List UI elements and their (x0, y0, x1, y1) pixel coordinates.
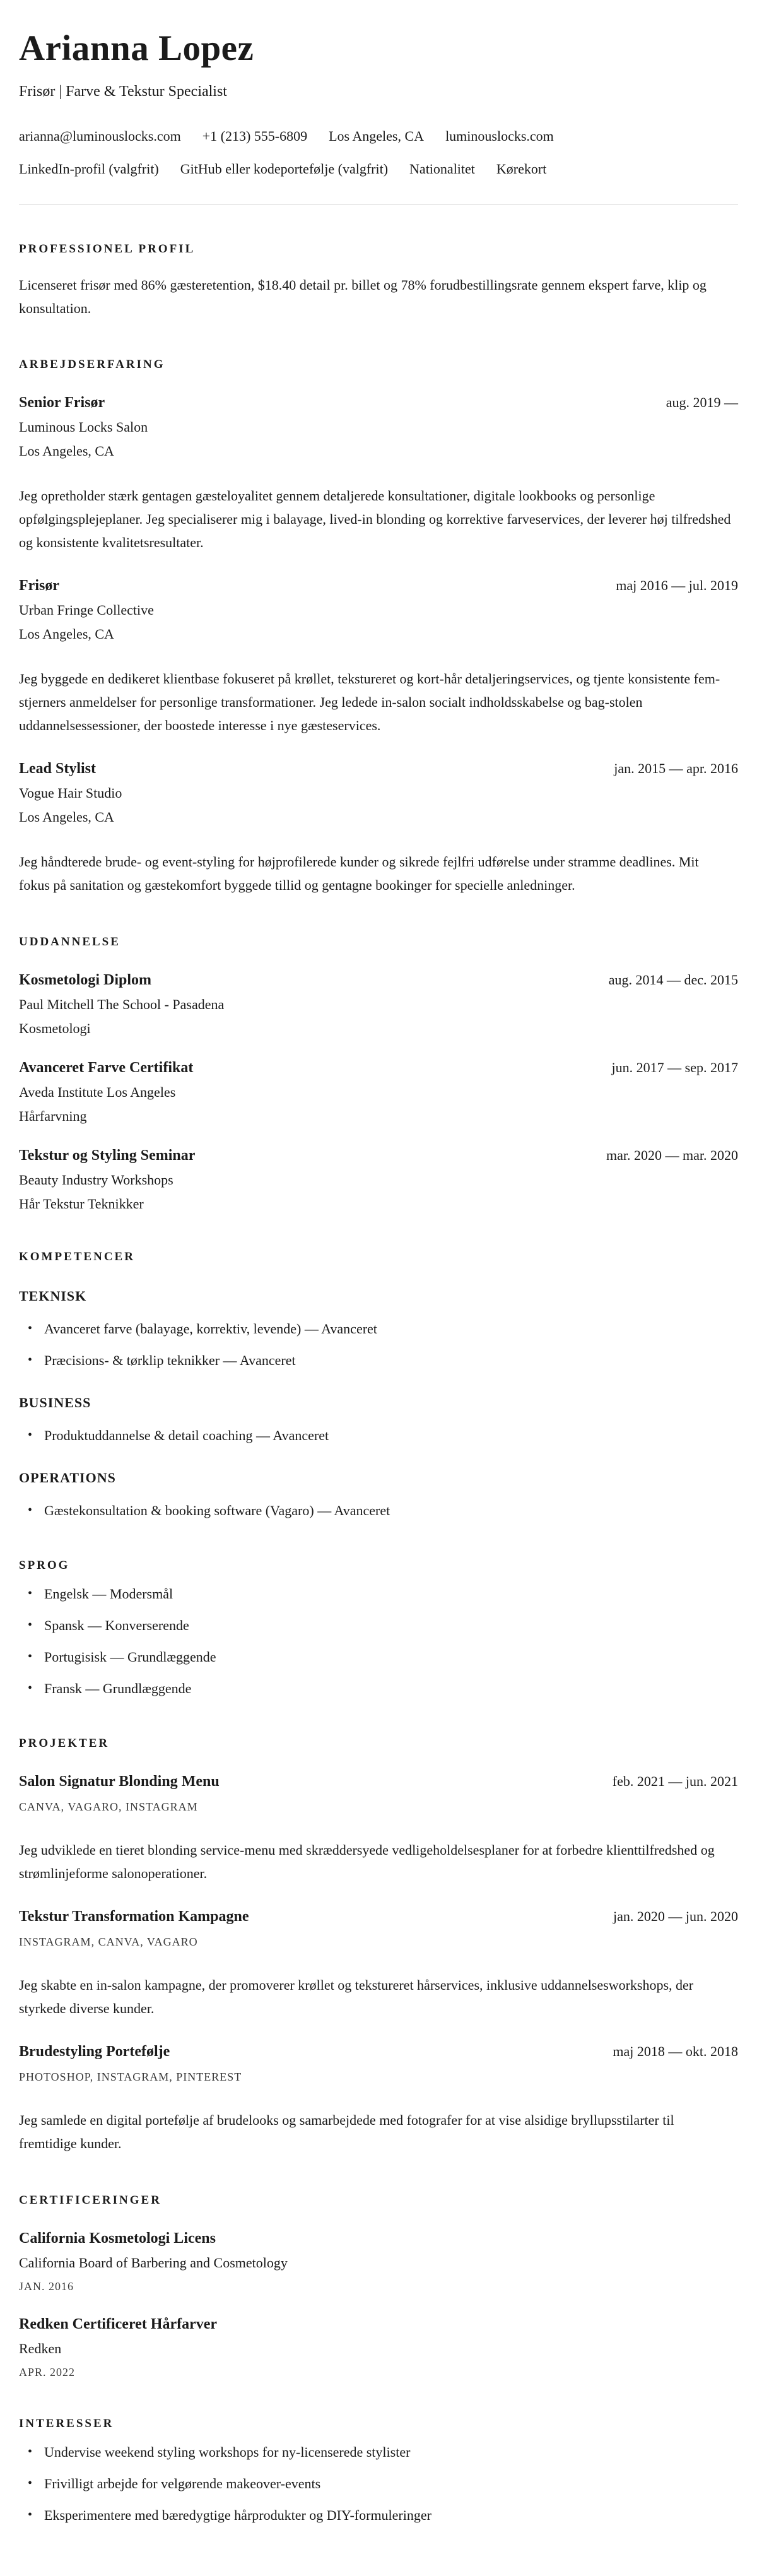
section-languages (19, 1559, 738, 1699)
skill-item: • Præcisions- & tørklip teknikker — Avanceret (19, 1350, 738, 1371)
job-company: Luminous Locks Salon (19, 419, 148, 435)
contact-linkedin: LinkedIn-profil (valgfrit) (19, 160, 159, 177)
profile-summary: Licenseret frisør med 86% gæsteretention, $18.40 detail pr. billet og 78% forudbestillingsrate gennem ekspert farve, klip og konsultation. (19, 276, 707, 316)
job-company: Vogue Hair Studio (19, 785, 122, 801)
project-tech: CANVA, VAGARO, INSTAGRAM (19, 1800, 198, 1814)
section-heading-education: UDDANNELSE (19, 935, 120, 949)
project-entry (19, 2043, 738, 2156)
certification-title: Redken Certificeret Hårfarver (19, 2315, 218, 2332)
section-experience (19, 358, 738, 897)
section-projects (19, 1737, 738, 2156)
project-dates: feb. 2021 — jun. 2021 (612, 1773, 738, 1790)
skill-list (19, 1500, 738, 1521)
job-title: Frisør (19, 577, 59, 594)
job-location: Los Angeles, CA (19, 626, 114, 642)
education-title: Tekstur og Styling Seminar (19, 1147, 196, 1164)
job-dates: maj 2016 — jul. 2019 (616, 577, 738, 594)
contact-nationality: Nationalitet (409, 160, 475, 177)
contact-drivers-license: Kørekort (496, 160, 547, 177)
section-education (19, 935, 738, 1212)
education-school: Aveda Institute Los Angeles (19, 1084, 176, 1101)
job-description: Jeg opretholder stærk gentagen gæsteloyalitet gennem detaljerede konsultationer, digitale lookbooks og personlige opfølgingsplejeplaner. Jeg specialiserer mig i balayage, lived-in blonding og korrektive farveservices, der leverer høj tilfredshed og konsistente kvalitetsresultater. (19, 488, 731, 551)
project-description: Jeg udviklede en tieret blonding service-menu med skræddersyede vedligeholdelsesplaner for at forbedre klienttilfredshed og strømlinjeforme salonoperationer. (19, 1842, 715, 1882)
resume-header (19, 28, 738, 204)
language-item: • Spansk — Konverserende (19, 1615, 738, 1636)
certification-org: Redken (19, 2340, 62, 2356)
skill-list (19, 1425, 738, 1446)
certification-org: California Board of Barbering and Cosmetology (19, 2254, 288, 2271)
education-field: Hårfarvning (19, 1108, 87, 1125)
contact-phone: +1 (213) 555-6809 (202, 127, 308, 144)
education-entry (19, 1147, 738, 1212)
education-dates: jun. 2017 — sep. 2017 (611, 1060, 738, 1076)
education-field: Kosmetologi (19, 1020, 91, 1037)
job-entry (19, 577, 738, 738)
certification-date: JAN. 2016 (19, 2279, 74, 2293)
skill-group-name: OPERATIONS (19, 1470, 116, 1486)
language-list (19, 1583, 738, 1699)
education-entry (19, 1060, 738, 1125)
interest-item: • Frivilligt arbejde for velgørende makeover-events (19, 2473, 738, 2494)
education-dates: aug. 2014 — dec. 2015 (608, 972, 738, 988)
job-description: Jeg håndterede brude- og event-styling for højprofilerede kunder og sikrede fejlfri udførelse under stramme deadlines. Mit fokus på sanitation og gæstekomfort byggede tillid og gentagne bookinger for specielle anledninger. (19, 854, 699, 894)
education-field: Hår Tekstur Teknikker (19, 1196, 144, 1212)
certification-title: California Kosmetologi Licens (19, 2230, 216, 2247)
contact-location: Los Angeles, CA (329, 127, 425, 144)
education-school: Beauty Industry Workshops (19, 1172, 173, 1188)
project-entry (19, 1908, 738, 2021)
job-title: Senior Frisør (19, 394, 105, 411)
section-heading-languages: SPROG (19, 1559, 70, 1573)
education-title: Kosmetologi Diplom (19, 972, 151, 989)
section-certifications (19, 2194, 738, 2379)
section-interests (19, 2417, 738, 2526)
education-dates: mar. 2020 — mar. 2020 (606, 1147, 738, 1164)
language-item: • Portugisisk — Grundlæggende (19, 1646, 738, 1667)
section-heading-projects: PROJEKTER (19, 1737, 110, 1751)
language-item: • Engelsk — Modersmål (19, 1583, 738, 1604)
job-location: Los Angeles, CA (19, 443, 114, 459)
project-tech: PHOTOSHOP, INSTAGRAM, PINTEREST (19, 2070, 242, 2083)
certification-date: APR. 2022 (19, 2365, 76, 2378)
skill-group-name: BUSINESS (19, 1395, 91, 1411)
job-entry (19, 760, 738, 897)
job-location: Los Angeles, CA (19, 809, 114, 825)
section-profile (19, 242, 738, 321)
project-title: Salon Signatur Blonding Menu (19, 1773, 220, 1790)
person-title: Frisør | Farve & Tekstur Specialist (19, 83, 227, 100)
person-name: Arianna Lopez (19, 28, 254, 68)
contact-row-secondary (19, 161, 738, 177)
certification-entry (19, 2316, 738, 2379)
project-title: Tekstur Transformation Kampagne (19, 1908, 249, 1925)
education-title: Avanceret Farve Certifikat (19, 1060, 194, 1077)
education-entry (19, 972, 738, 1037)
contact-portfolio: GitHub eller kodeportefølje (valgfrit) (180, 160, 389, 177)
job-description: Jeg byggede en dedikeret klientbase fokuseret på krøllet, tekstureret og kort-hår detaljeringservices, og tjente konsistente fem-stjerners anmeldelser for personlige transformationer. Jeg ledede in-salon socialt indholdsskabelse og bag-stolen uddannelsessessioner, der boostede interesse i nye gæsteservices. (19, 671, 720, 734)
job-company: Urban Fringe Collective (19, 602, 154, 618)
education-school: Paul Mitchell The School - Pasadena (19, 996, 225, 1013)
job-dates: aug. 2019 — (666, 394, 738, 411)
interest-list (19, 2442, 738, 2526)
project-title: Brudestyling Portefølje (19, 2043, 170, 2060)
section-heading-certifications: CERTIFICERINGER (19, 2193, 161, 2207)
skill-item: • Avanceret farve (balayage, korrektiv, levende) — Avanceret (19, 1318, 738, 1339)
skill-group-name: TEKNISK (19, 1288, 87, 1304)
skill-item: • Produktuddannelse & detail coaching — Avanceret (19, 1425, 738, 1446)
section-heading-profile: PROFESSIONEL PROFIL (19, 242, 196, 256)
project-entry (19, 1773, 738, 1886)
project-description: Jeg skabte en in-salon kampagne, der promoverer krøllet og tekstureret hårservices, inklusive uddannelsesworkshops, der styrkede diverse kunder. (19, 1976, 694, 2016)
contact-website: luminouslocks.com (445, 127, 554, 144)
project-dates: jan. 2020 — jun. 2020 (613, 1908, 738, 1924)
job-dates: jan. 2015 — apr. 2016 (614, 760, 738, 777)
interest-item: • Eksperimentere med bæredygtige hårprodukter og DIY-formuleringer (19, 2505, 738, 2526)
certification-entry (19, 2230, 738, 2293)
job-entry (19, 394, 738, 555)
skill-item: • Gæstekonsultation & booking software (Vagaro) — Avanceret (19, 1500, 738, 1521)
section-heading-interests: INTERESSER (19, 2416, 114, 2430)
project-dates: maj 2018 — okt. 2018 (613, 2043, 738, 2059)
skill-list (19, 1318, 738, 1371)
project-tech: INSTAGRAM, CANVA, VAGARO (19, 1935, 198, 1948)
interest-item: • Undervise weekend styling workshops for ny-licenserede stylister (19, 2442, 738, 2462)
section-heading-skills: KOMPETENCER (19, 1250, 135, 1264)
language-item: • Fransk — Grundlæggende (19, 1678, 738, 1699)
project-description: Jeg samlede en digital portefølje af brudelooks og samarbejdede med fotografer for at vise alsidige bryllupsstilarter til fremtidige kunder. (19, 2112, 674, 2151)
contact-row-primary (19, 128, 738, 145)
section-heading-experience: ARBEJDSERFARING (19, 358, 165, 372)
job-title: Lead Stylist (19, 760, 97, 777)
section-skills (19, 1250, 738, 1521)
contact-email: arianna@luminouslocks.com (19, 127, 181, 144)
